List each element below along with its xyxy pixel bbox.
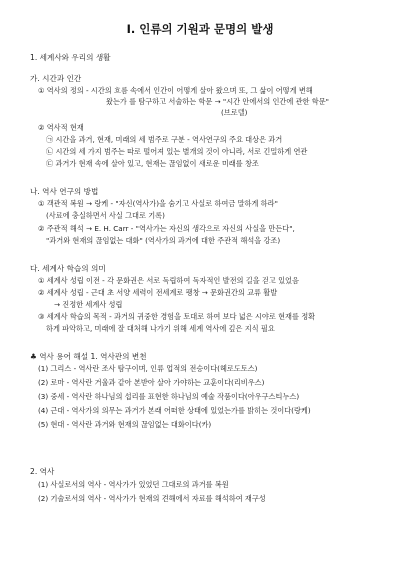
da-item-3-cont: 하게 파악하고, 미래에 잘 대처해 나가기 위해 세계 역사에 깊은 지식 필요 — [46, 324, 275, 333]
page-title: Ⅰ. 인류의 기원과 문명의 발생 — [126, 22, 274, 36]
term-item: (4) 근대 - 역사가의 의무는 과거가 본래 어떠한 상태에 있었는가를 밝히는 것이다(랑케) — [38, 406, 311, 415]
section-1-heading: 1. 세계사와 우리의 생활 — [30, 53, 111, 62]
na-item-2: ② 주관적 해석 → E. H. Carr - "역사가는 자신의 생각으로 자신의 사실을 만든다", — [38, 224, 295, 233]
ga-item-2: ② 역사적 현재 — [38, 123, 84, 132]
section-2-heading: 2. 역사 — [30, 467, 55, 476]
na-item-1: ① 객관적 복원 → 랑케 - "자신(역사가)을 숨기고 사실로 하여금 말하게 하라" — [38, 199, 278, 208]
section-na-heading: 나. 역사 연구의 방법 — [30, 187, 99, 196]
section-ga-heading: 가. 시간과 인간 — [30, 74, 82, 83]
s2-item: (2) 기술로서의 역사 - 역사가가 현재의 견해에서 자료를 해석하여 재구성 — [38, 494, 266, 503]
term-item: (3) 중세 - 역사란 하나님의 섭리를 표현한 하나님의 예술 작품이다(아우구스티누스) — [38, 392, 300, 401]
ga-item-2-1: ㉠ 시간을 과거, 현재, 미래의 세 범주로 구분 - 역사연구의 주요 대상은 과거 — [46, 135, 283, 144]
section-da-heading: 다. 세계사 학습의 의미 — [30, 264, 106, 273]
da-item-2-cont: → 진정한 세계사 성립 — [54, 300, 123, 309]
da-item-1: ① 세계사 성립 이전 - 각 문화권은 서로 독립하여 독자적인 발전의 길을 걷고 있었음 — [38, 276, 299, 285]
term-item: (2) 로마 - 역사란 거울과 같아 본받아 살아 가야하는 교훈이다(리비우스) — [38, 378, 265, 387]
da-item-2: ② 세계사 성립 - 근대 초 서양 세력이 전세계로 팽창 → 문화권간의 교류 활발 — [38, 288, 278, 297]
term-heading: ♣ 역사 용어 해설 1. 역사관의 변천 — [30, 352, 147, 361]
ga-item-1-cont: 왔는가 를 탐구하고 서술하는 학문 → "시간 안에서의 인간에 관한 학문" — [106, 97, 329, 106]
na-item-1-cont: (사료에 충실하면서 사실 그대로 기록) — [46, 211, 165, 220]
ga-item-2-3: ㉢ 과거가 현재 속에 살아 있고, 현재는 끊임없이 새로운 미래를 창조 — [46, 159, 259, 168]
ga-item-1-source: (브로델) — [221, 108, 248, 117]
term-item: (5) 현대 - 역사란 과거와 현재의 끊임없는 대화이다(카) — [38, 420, 212, 429]
da-item-3: ③ 세계사 학습의 목적 - 과거의 귀중한 경험을 토대로 하여 보다 넓은 시야로 현재를 정확 — [38, 312, 316, 321]
ga-item-1: ① 역사의 정의 - 시간의 흐름 속에서 인간이 어떻게 살아 왔으며 또, 그 삶이 어떻게 변해 — [38, 86, 313, 95]
term-item: (1) 그리스 - 역사란 조사 탐구이며, 인류 업적의 전승이다(헤로도토스) — [38, 364, 258, 373]
na-item-2-cont: "과거와 현재의 끊임없는 대화" (역사가의 과거에 대한 주관적 해석을 강조) — [46, 236, 281, 245]
s2-item: (1) 사실로서의 역사 - 역사가가 있었던 그대로의 과거를 복원 — [38, 480, 229, 489]
ga-item-2-2: ㉡ 시간의 세 가지 범주는 따로 떨어져 있는 별개의 것이 아니라, 서로 긴밀하게 연관 — [46, 147, 308, 156]
